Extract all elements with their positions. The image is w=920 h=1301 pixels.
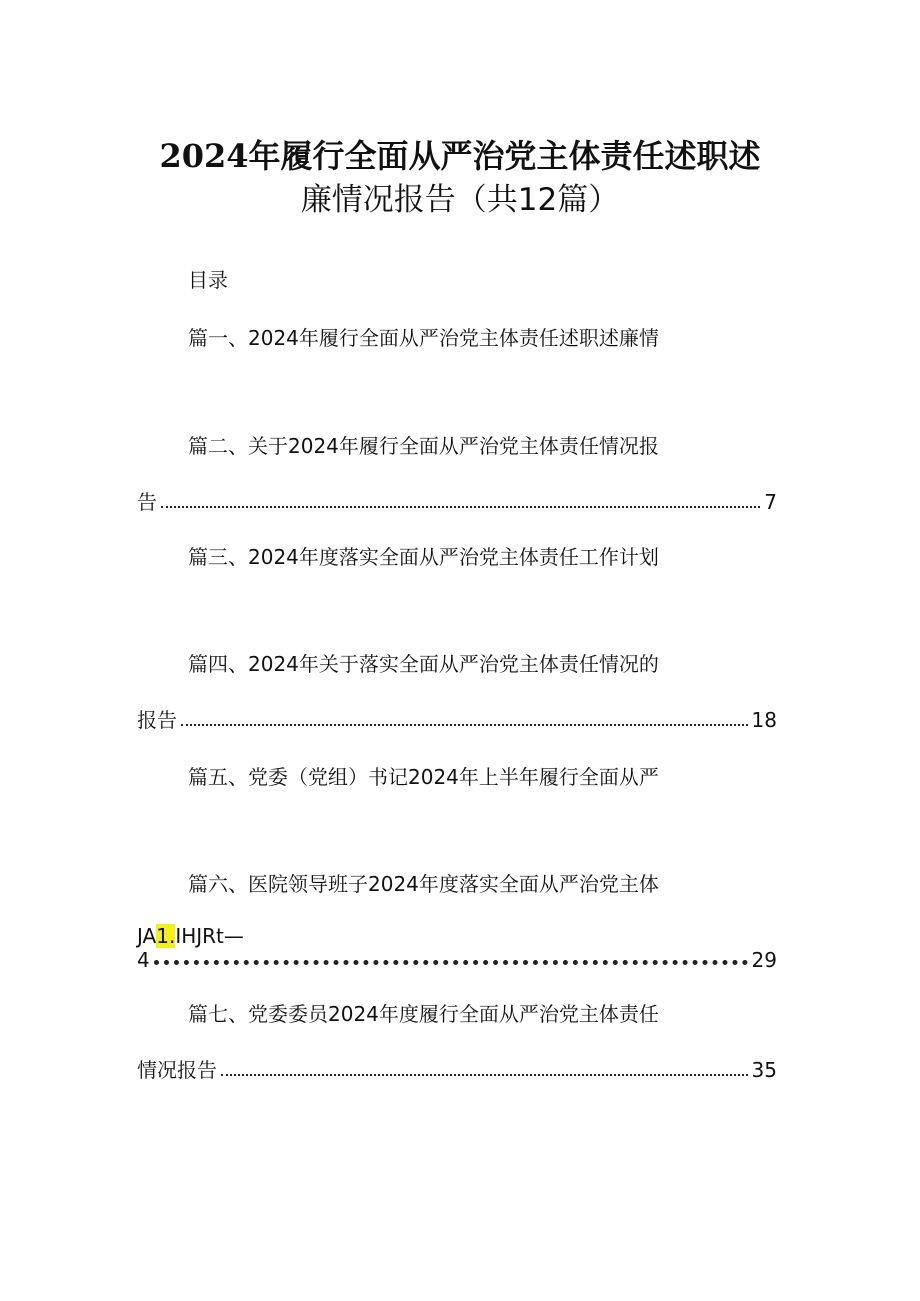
toc-entry-5-title[interactable]: 篇五、党委（党组）书记2024年上半年履行全面从严 xyxy=(188,765,659,789)
toc-entry-6-row[interactable] xyxy=(137,946,777,974)
garble-highlight: 1. xyxy=(156,924,176,948)
toc-entry-4-row[interactable] xyxy=(137,706,777,734)
garble-prefix: JA xyxy=(137,924,157,948)
toc-entry-7-continuation: 情况报告 xyxy=(137,1058,217,1082)
toc-entry-7-title[interactable]: 篇七、党委委员2024年度履行全面从严治党主体责任 xyxy=(188,1002,659,1026)
toc-entry-2-title[interactable]: 篇二、关于2024年履行全面从严治党主体责任情况报 xyxy=(188,434,659,458)
toc-entry-6-page: 29 xyxy=(751,948,777,972)
toc-entry-7-row[interactable] xyxy=(137,1056,777,1084)
toc-entry-4-title[interactable]: 篇四、2024年关于落实全面从严治党主体责任情况的 xyxy=(188,652,659,676)
dot-leader xyxy=(221,1074,748,1076)
toc-entry-7-page: 35 xyxy=(751,1058,777,1082)
dot-leader xyxy=(161,506,760,508)
toc-entry-6-continuation: 4 xyxy=(137,948,150,972)
document-title-line-1: 2024年履行全面从严治党主体责任述职述 xyxy=(159,137,761,175)
toc-entry-2-page: 7 xyxy=(764,490,777,514)
toc-entry-6-title[interactable]: 篇六、医院领导班子2024年度落实全面从严治党主体 xyxy=(188,872,659,896)
toc-entry-1-title[interactable]: 篇一、2024年履行全面从严治党主体责任述职述廉情 xyxy=(188,326,659,350)
toc-entry-3-title[interactable]: 篇三、2024年度落实全面从严治党主体责任工作计划 xyxy=(188,545,659,569)
dot-leader xyxy=(181,724,748,726)
bullet-leader xyxy=(154,960,748,965)
toc-heading: 目录 xyxy=(188,268,228,292)
document-title-line-2: 廉情况报告（共12篇） xyxy=(300,182,620,218)
toc-entry-2-row[interactable] xyxy=(137,488,777,516)
toc-entry-4-continuation: 报告 xyxy=(137,708,177,732)
toc-entry-2-continuation: 告 xyxy=(137,490,157,514)
toc-entry-4-page: 18 xyxy=(751,708,777,732)
garble-suffix: IHJRt— xyxy=(175,924,244,948)
